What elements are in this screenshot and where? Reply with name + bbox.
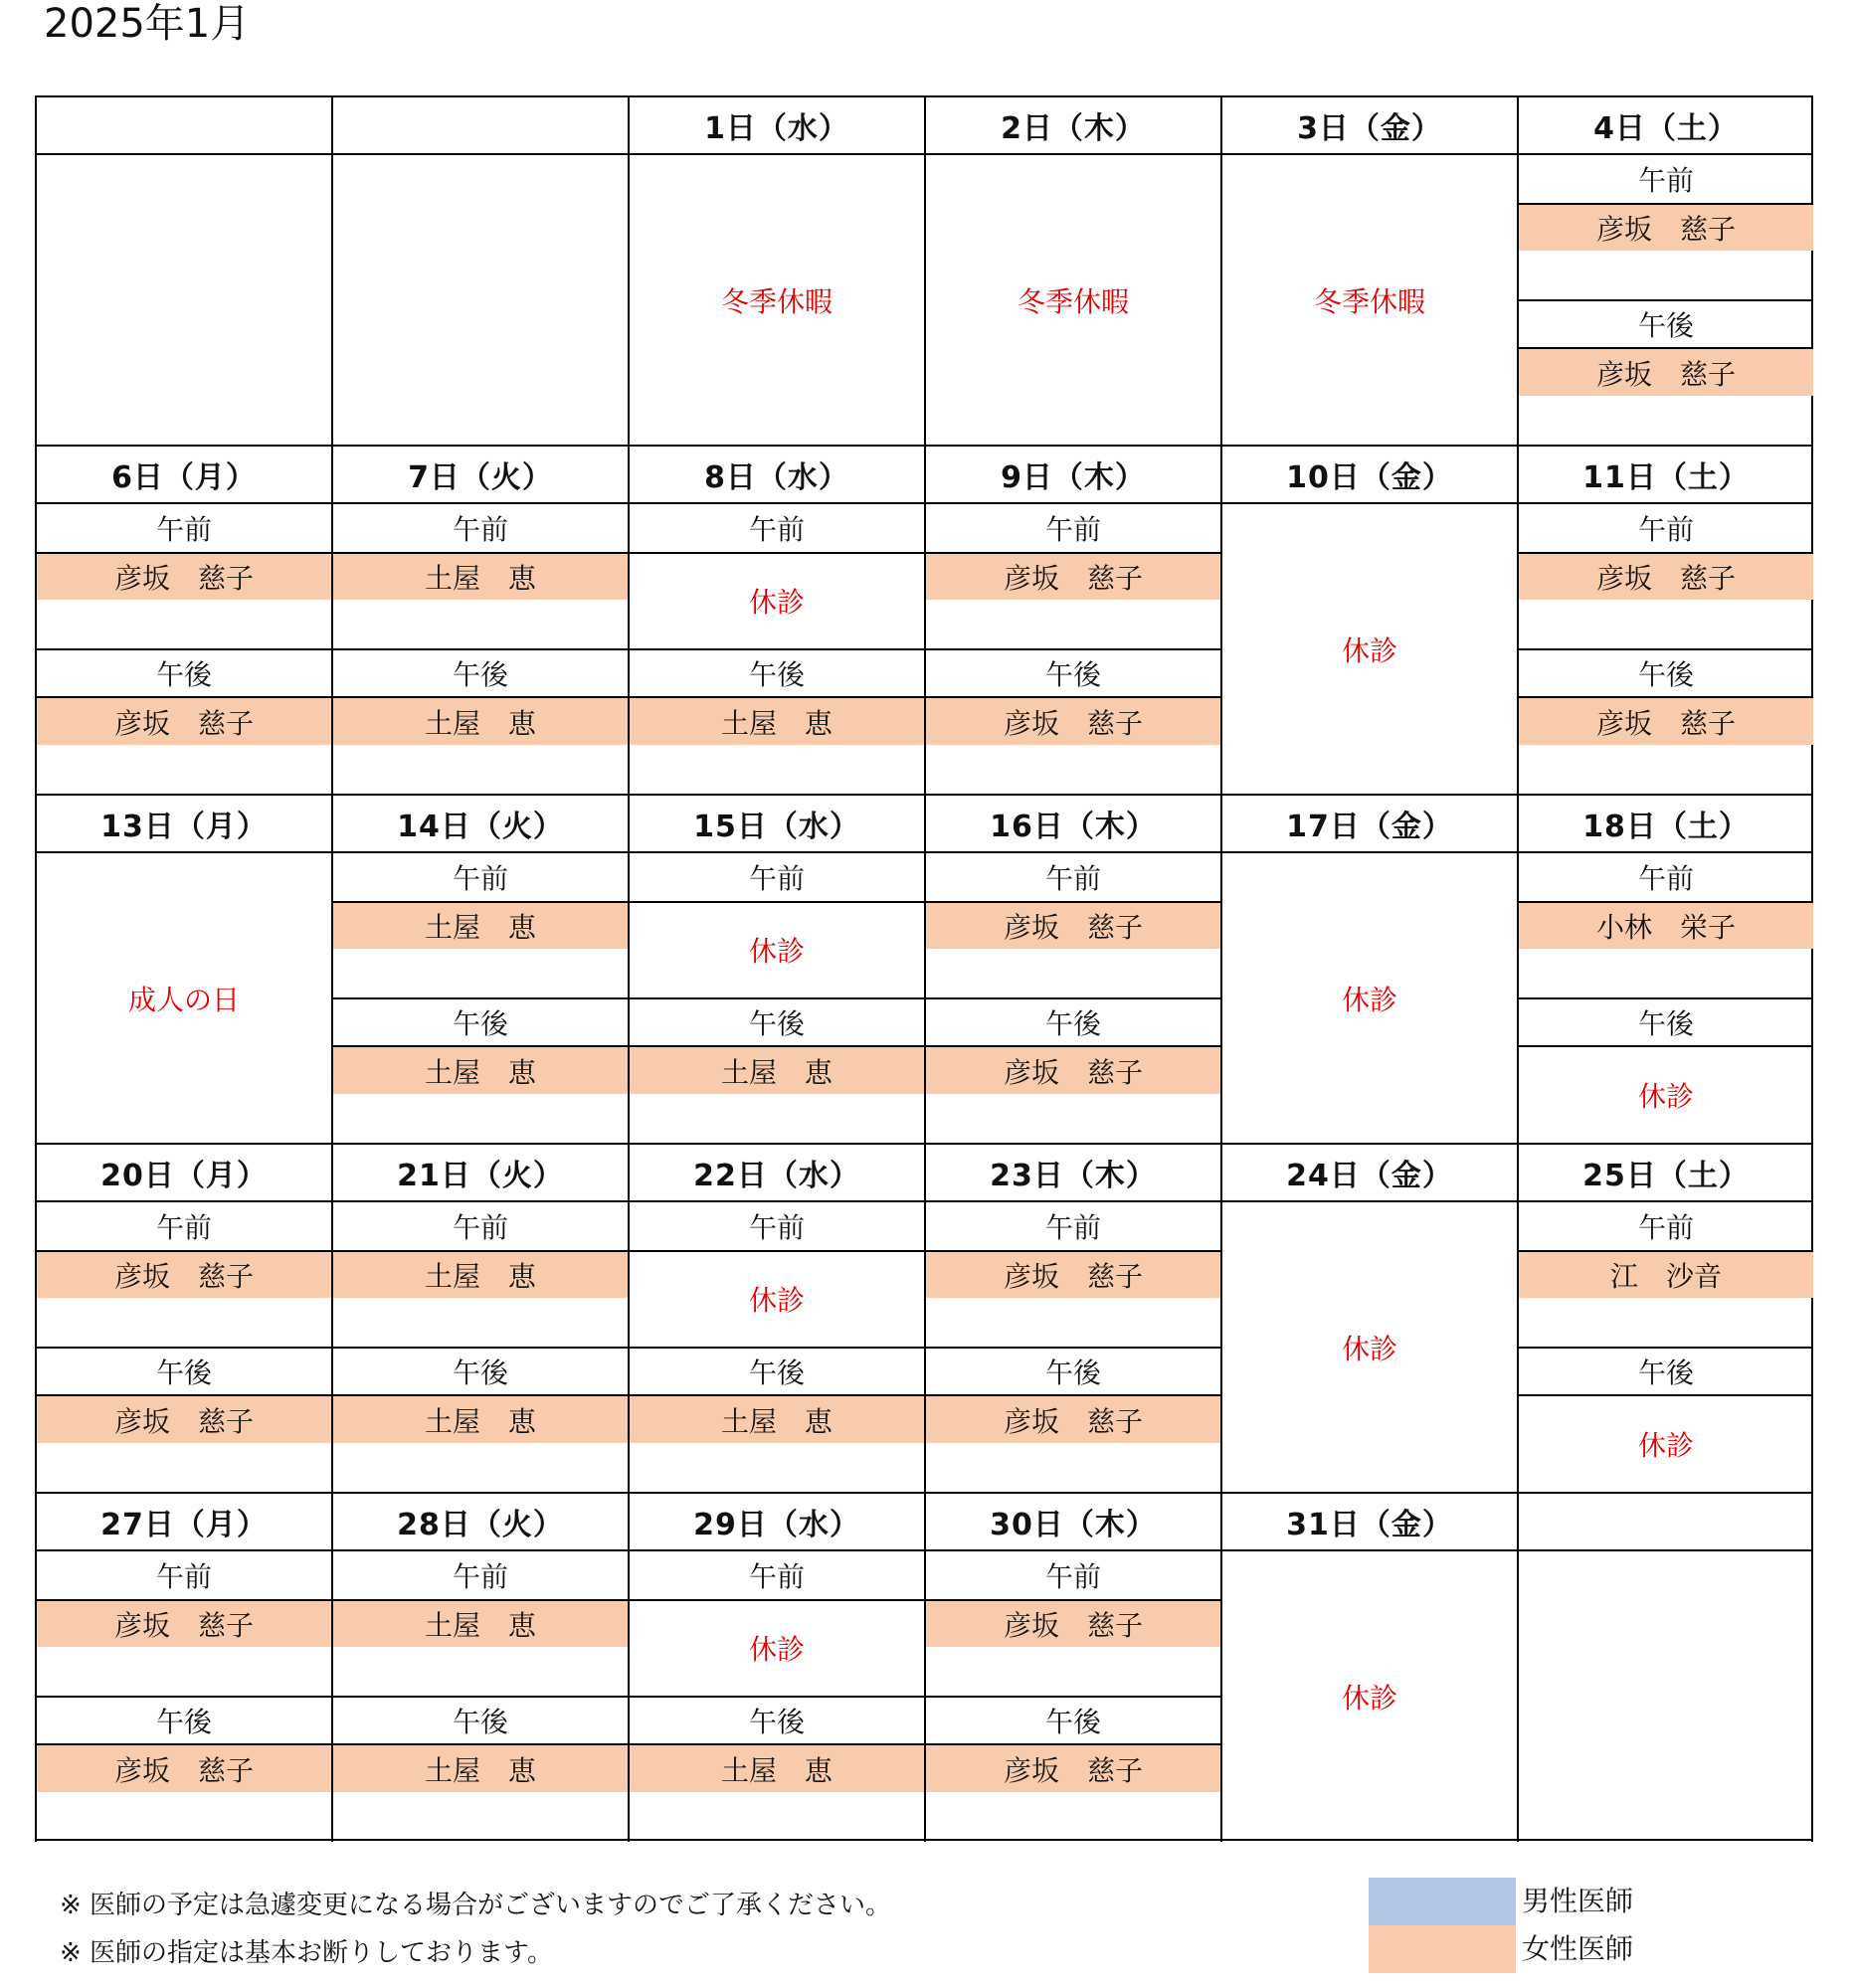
closed-notice: 休診 (1637, 1428, 1694, 1462)
date-header: 3日（金） (1297, 111, 1442, 146)
date-header: 14日（火） (397, 810, 564, 844)
morning-label: 午前 (452, 862, 508, 896)
date-header: 9日（木） (1001, 460, 1146, 495)
morning-label: 午前 (1637, 513, 1694, 547)
date-header: 29日（水） (693, 1508, 860, 1542)
closed-notice: 休診 (748, 1284, 805, 1318)
footnote: ※ 医師の指定は基本お断りしております。 (60, 1938, 553, 1968)
afternoon-label: 午後 (1044, 1356, 1101, 1390)
date-header: 15日（水） (693, 810, 860, 844)
morning-label: 午前 (155, 1211, 212, 1245)
doctor-name: 彦坂 慈子 (37, 554, 331, 601)
doctor-name: 彦坂 慈子 (37, 1745, 331, 1792)
doctor-name: 彦坂 慈子 (37, 1396, 331, 1443)
date-header: 16日（木） (990, 810, 1157, 844)
date-header: 23日（木） (990, 1159, 1157, 1193)
afternoon-label: 午後 (155, 1706, 212, 1739)
doctor-name: 江 沙音 (1519, 1252, 1813, 1299)
page-title: 2025年1月 (44, 1, 251, 47)
afternoon-label: 午後 (1637, 658, 1694, 692)
afternoon-label: 午後 (452, 1356, 508, 1390)
afternoon-label: 午後 (1637, 1356, 1694, 1390)
morning-label: 午前 (155, 1560, 212, 1594)
morning-label: 午前 (1044, 1560, 1101, 1594)
afternoon-label: 午後 (1637, 1007, 1694, 1041)
date-header: 20日（月） (100, 1159, 268, 1193)
doctor-name: 土屋 恵 (630, 1745, 924, 1792)
doctor-name: 土屋 恵 (630, 1396, 924, 1443)
afternoon-label: 午後 (155, 658, 212, 692)
date-header: 11日（土） (1582, 460, 1750, 495)
doctor-name: 彦坂 慈子 (37, 1601, 331, 1648)
closed-notice: 冬季休暇 (1017, 284, 1129, 318)
date-header: 27日（月） (100, 1508, 268, 1542)
doctor-name: 彦坂 慈子 (1519, 698, 1813, 745)
doctor-name: 彦坂 慈子 (926, 1047, 1220, 1094)
date-header: 2日（木） (1001, 111, 1146, 146)
date-header: 10日（金） (1286, 460, 1453, 495)
date-header: 28日（火） (397, 1508, 564, 1542)
morning-label: 午前 (748, 1211, 805, 1245)
morning-label: 午前 (452, 513, 508, 547)
doctor-name: 彦坂 慈子 (926, 903, 1220, 950)
doctor-name: 土屋 恵 (630, 1047, 924, 1094)
legend-label: 女性医師 (1522, 1932, 1634, 1965)
afternoon-label: 午後 (155, 1356, 212, 1390)
closed-notice: 休診 (1637, 1079, 1694, 1113)
doctor-name: 彦坂 慈子 (1519, 205, 1813, 252)
footnote: ※ 医師の予定は急遽変更になる場合がございますのでご了承ください。 (60, 1891, 892, 1920)
morning-label: 午前 (1637, 1211, 1694, 1245)
date-header: 6日（月） (111, 460, 257, 495)
doctor-name: 土屋 恵 (333, 698, 628, 745)
morning-label: 午前 (1637, 164, 1694, 198)
closed-notice: 休診 (748, 935, 805, 969)
doctor-name: 彦坂 慈子 (926, 1601, 1220, 1648)
afternoon-label: 午後 (748, 658, 805, 692)
closed-notice: 休診 (1341, 983, 1397, 1016)
doctor-name: 土屋 恵 (333, 903, 628, 950)
legend-swatch (1369, 1925, 1516, 1973)
doctor-name: 彦坂 慈子 (926, 1396, 1220, 1443)
table-bottom-line (35, 1839, 1813, 1841)
doctor-name: 彦坂 慈子 (37, 1252, 331, 1299)
date-header: 22日（水） (693, 1159, 860, 1193)
closed-notice: 休診 (748, 586, 805, 620)
doctor-name: 土屋 恵 (333, 1252, 628, 1299)
morning-label: 午前 (452, 1560, 508, 1594)
date-header: 21日（火） (397, 1159, 564, 1193)
closed-notice: 成人の日 (127, 983, 240, 1016)
date-header: 18日（土） (1582, 810, 1750, 844)
closed-notice: 休診 (1341, 633, 1397, 667)
morning-label: 午前 (748, 1560, 805, 1594)
date-header: 1日（水） (704, 111, 849, 146)
legend-swatch (1369, 1878, 1516, 1925)
closed-notice: 休診 (748, 1633, 805, 1667)
date-header: 4日（土） (1593, 111, 1739, 146)
morning-label: 午前 (748, 862, 805, 896)
afternoon-label: 午後 (1044, 658, 1101, 692)
closed-notice: 休診 (1341, 1681, 1397, 1715)
afternoon-label: 午後 (452, 1706, 508, 1739)
morning-label: 午前 (1637, 862, 1694, 896)
afternoon-label: 午後 (452, 1007, 508, 1041)
morning-label: 午前 (1044, 1211, 1101, 1245)
afternoon-label: 午後 (452, 658, 508, 692)
afternoon-label: 午後 (1044, 1007, 1101, 1041)
doctor-name: 彦坂 慈子 (37, 698, 331, 745)
doctor-name: 小林 栄子 (1519, 903, 1813, 950)
afternoon-label: 午後 (748, 1007, 805, 1041)
date-header: 31日（金） (1286, 1508, 1453, 1542)
afternoon-label: 午後 (748, 1356, 805, 1390)
doctor-name: 土屋 恵 (333, 1745, 628, 1792)
closed-notice: 休診 (1341, 1332, 1397, 1365)
morning-label: 午前 (1044, 862, 1101, 896)
morning-label: 午前 (155, 513, 212, 547)
afternoon-label: 午後 (1637, 309, 1694, 343)
morning-label: 午前 (452, 1211, 508, 1245)
date-header: 7日（火） (408, 460, 553, 495)
date-header: 25日（土） (1582, 1159, 1750, 1193)
legend-label: 男性医師 (1522, 1885, 1634, 1917)
closed-notice: 冬季休暇 (720, 284, 833, 318)
doctor-name: 土屋 恵 (333, 1396, 628, 1443)
afternoon-label: 午後 (1044, 1706, 1101, 1739)
date-header: 17日（金） (1286, 810, 1453, 844)
afternoon-label: 午後 (748, 1706, 805, 1739)
doctor-name: 土屋 恵 (630, 698, 924, 745)
date-header: 8日（水） (704, 460, 849, 495)
doctor-name: 彦坂 慈子 (926, 698, 1220, 745)
date-header: 13日（月） (100, 810, 268, 844)
date-header: 24日（金） (1286, 1159, 1453, 1193)
doctor-name: 彦坂 慈子 (926, 1252, 1220, 1299)
doctor-name: 彦坂 慈子 (926, 554, 1220, 601)
closed-notice: 冬季休暇 (1313, 284, 1425, 318)
morning-label: 午前 (748, 513, 805, 547)
doctor-name: 土屋 恵 (333, 1047, 628, 1094)
morning-label: 午前 (1044, 513, 1101, 547)
doctor-name: 土屋 恵 (333, 1601, 628, 1648)
doctor-name: 彦坂 慈子 (1519, 349, 1813, 396)
date-header: 30日（木） (990, 1508, 1157, 1542)
schedule-table (35, 95, 1813, 1842)
doctor-name: 彦坂 慈子 (1519, 554, 1813, 601)
doctor-name: 彦坂 慈子 (926, 1745, 1220, 1792)
doctor-name: 土屋 恵 (333, 554, 628, 601)
